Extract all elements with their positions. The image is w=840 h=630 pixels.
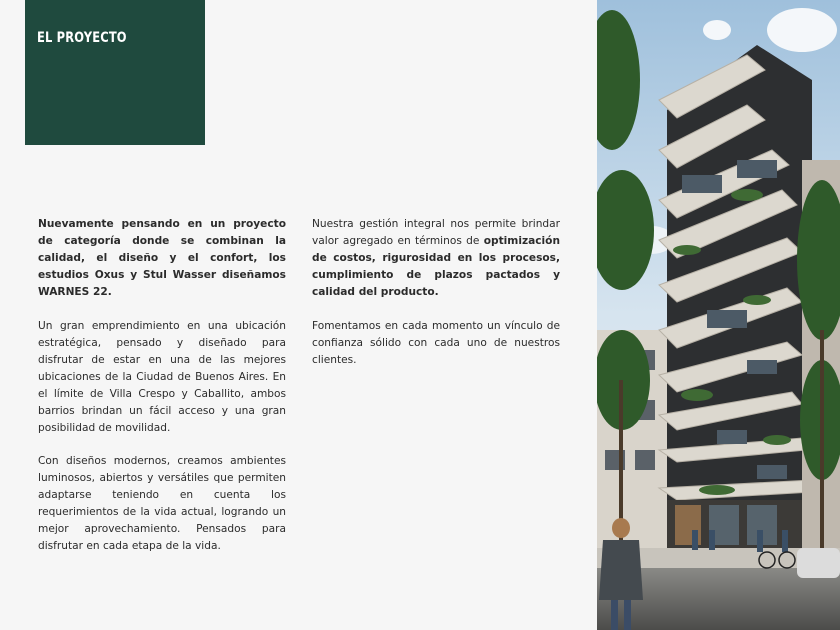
left-column <box>38 216 286 572</box>
trust-paragraph: Fomentamos en cada momento un vínculo de confianza sólido con cada uno de nuestros clientes. <box>312 319 560 366</box>
title-box <box>25 0 205 145</box>
management-highlight: optimización de costos, rigurosidad en los procesos, cumplimiento de plazos pactados y calidad del producto. <box>312 235 560 298</box>
right-column <box>312 216 560 385</box>
intro-paragraph <box>38 216 286 301</box>
intro-text: Nuevamente pensando en un proyecto de categoría donde se combinan la calidad, el diseño y el confort, los estudios Oxus y Stul Wasser diseñamos WARNES 22. <box>38 218 286 298</box>
management-paragraph <box>312 216 560 301</box>
page-title: EL PROYECTO <box>37 30 127 46</box>
management-text: Nuestra gestión integral nos permite brindar valor agregado en términos de <box>312 218 560 247</box>
design-paragraph: Con diseños modernos, creamos ambientes luminosos, abiertos y versátiles que permiten adaptarse teniendo en cuenta los requerimientos de la vida actual, logrando un mejor aprovechamiento. Pensados para disfrutar en cada etapa de la vida. <box>38 455 286 552</box>
building-rendering-image <box>597 0 840 630</box>
location-paragraph: Un gran emprendimiento en una ubicación estratégica, pensado y diseñado para disfrutar de estar en una de las mejores ubicaciones de la Ciudad de Buenos Aires. En el límite de Villa Crespo y Caballito, ambos barrios brindan un fácil acceso y una gran posibilidad de movilidad. <box>38 319 286 434</box>
